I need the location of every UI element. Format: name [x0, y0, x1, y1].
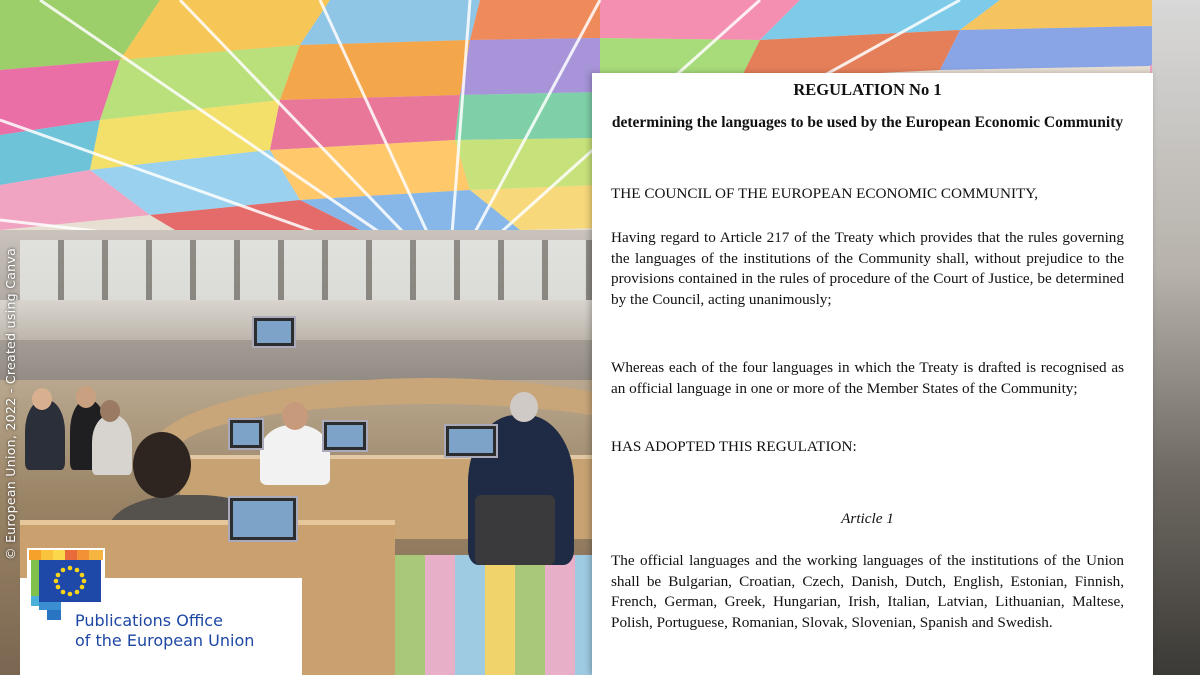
delegate-head [32, 388, 52, 410]
laptop [228, 418, 264, 450]
chamber-gallery [0, 300, 600, 340]
office-chair [475, 495, 555, 565]
laptop [228, 496, 298, 542]
delegate-person [92, 415, 132, 475]
delegate-head [133, 432, 191, 498]
whereas-paragraph: Whereas each of the four languages in which the Treaty is drafted is recognised as an official language in one or more of the Member States of the Community; [611, 359, 1124, 397]
laptop [252, 316, 296, 348]
logo-line-2: of the European Union [75, 631, 255, 650]
delegate-person [25, 400, 65, 470]
having-regard-paragraph: Having regard to Article 217 of the Treaty which provides that the rules governing the languages of the institutions of the Community shall, without prejudice to the provisions contained in the rules of procedure of the Court of Justice, be determined by the Council, acting unanimously; [611, 229, 1124, 309]
publications-office-logo-box [20, 578, 302, 675]
article-1-paragraph: The official languages and the working languages of the institutions of the Union shall be Bulgarian, Croatian, Czech, Danish, Dutch, English, Estonian, Finnish, French, German, Greek, Hungarian, Irish, Italian, Latvian, Lithuanian, Maltese, Polish, Portuguese, Romanian, Slovak, Slovenian, Spanish and Swedish. [611, 552, 1124, 632]
publications-office-name [75, 611, 254, 651]
laptop [444, 424, 498, 458]
logo-line-1: Publications Office [75, 611, 223, 630]
delegate-head [100, 400, 120, 422]
chamber-right-edge [1152, 0, 1200, 675]
document-title: REGULATION No 1 [793, 80, 942, 99]
delegate-person [260, 425, 330, 485]
delegate-head [76, 386, 96, 408]
laptop [322, 420, 368, 452]
delegate-head [282, 402, 308, 430]
council-line: THE COUNCIL OF THE EUROPEAN ECONOMIC COMMUNITY, [611, 185, 1039, 202]
photo-credit-text: © European Union, 2022 - Created using Canva [3, 247, 18, 560]
colorful-carpet [395, 555, 605, 675]
article-heading: Article 1 [841, 510, 894, 527]
delegate-head [510, 392, 538, 422]
adopted-line: HAS ADOPTED THIS REGULATION: [611, 438, 857, 455]
document-subtitle: determining the languages to be used by the European Economic Community [611, 114, 1124, 131]
regulation-document [592, 73, 1153, 675]
